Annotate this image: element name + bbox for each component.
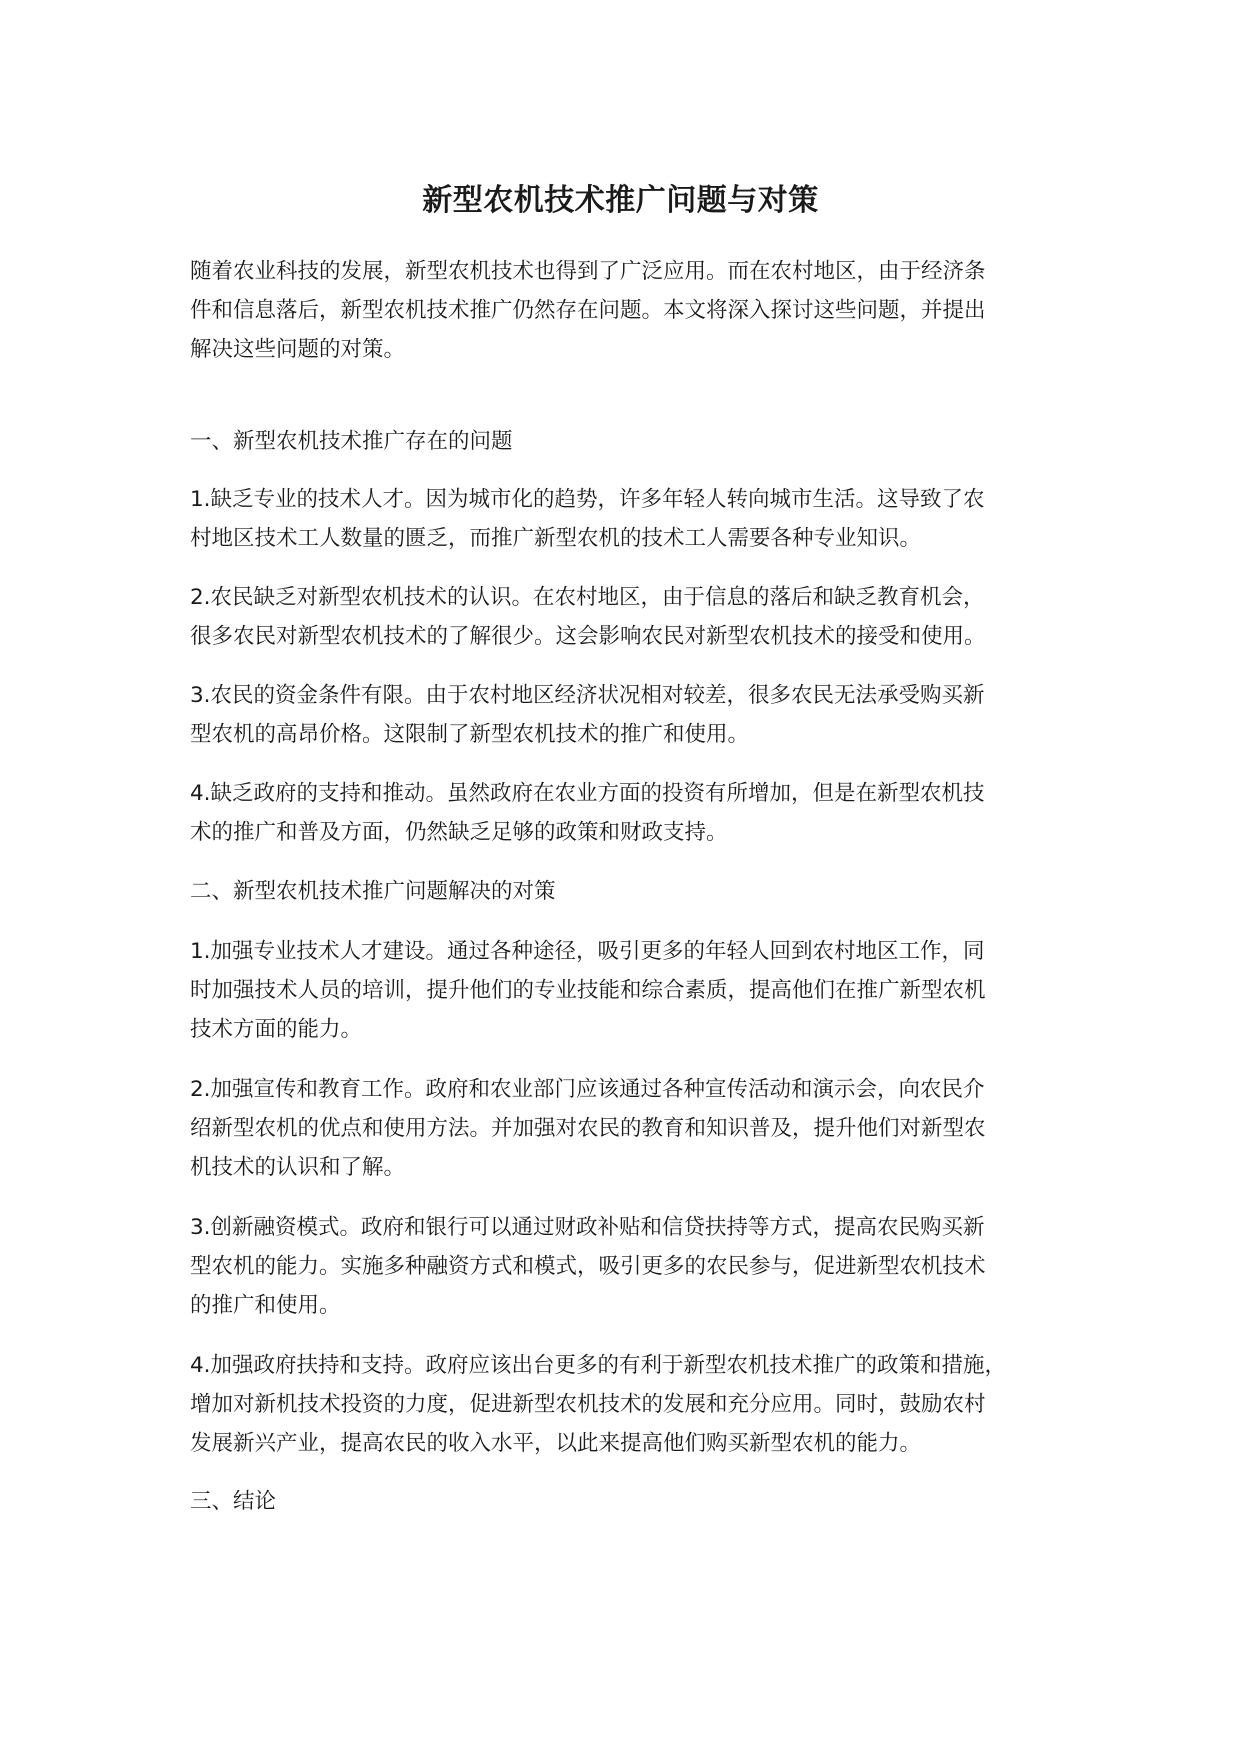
text-line: 型农机的高昂价格。这限制了新型农机技术的推广和使用。 [190,722,750,747]
document-title: 新型农机技术推广问题与对策 [422,183,819,218]
section-heading-solutions [190,872,1070,911]
text-line: 时加强技术人员的培训，提升他们的专业技能和综合素质，提高他们在推广新型农机 [190,978,986,1003]
text-line: 很多农民对新型农机技术的了解很少。这会影响农民对新型农机技术的接受和使用。 [190,624,986,649]
text-line: 的推广和使用。 [190,1293,341,1318]
text-line: 绍新型农机的优点和使用方法。并加强对农民的教育和知识普及，提升他们对新型农 [190,1116,986,1141]
paragraph-solution-1 [190,932,1070,1049]
text-line: 2.加强宣传和教育工作。政府和农业部门应该通过各种宣传活动和演示会，向农民介 [190,1077,985,1102]
text-line: 3.农民的资金条件有限。由于农村地区经济状况相对较差，很多农民无法承受购买新 [190,683,985,708]
paragraph-problem-2 [190,578,1070,656]
text-line: 发展新兴产业，提高农民的收入水平，以此来提高他们购买新型农机的能力。 [190,1431,922,1456]
text-line: 1.缺乏专业的技术人才。因为城市化的趋势，许多年轻人转向城市生活。这导致了农 [190,487,985,512]
paragraph-problem-3 [190,676,1070,754]
text-line: 二、新型农机技术推广问题解决的对策 [190,879,556,904]
text-line: 型农机的能力。实施多种融资方式和模式，吸引更多的农民参与，促进新型农机技术 [190,1254,986,1279]
text-line: 1.加强专业技术人才建设。通过各种途径，吸引更多的年轻人回到农村地区工作，同 [190,939,985,964]
paragraph-solution-4 [190,1346,1070,1463]
paragraph-problem-4 [190,774,1070,852]
paragraph-problem-1 [190,480,1070,558]
paragraph-solution-2 [190,1070,1070,1187]
text-line: 术的推广和普及方面，仍然缺乏足够的政策和财政支持。 [190,820,728,845]
text-line: 一、新型农机技术推广存在的问题 [190,429,513,454]
text-line: 三、结论 [190,1489,277,1514]
text-line: 技术方面的能力。 [190,1017,363,1042]
text-line: 村地区技术工人数量的匮乏，而推广新型农机的技术工人需要各种专业知识。 [190,526,922,551]
text-line: 2.农民缺乏对新型农机技术的认识。在农村地区，由于信息的落后和缺乏教育机会， [190,585,985,610]
section-heading-problems [190,422,1070,461]
text-line: 3.创新融资模式。政府和银行可以通过财政补贴和信贷扶持等方式，提高农民购买新 [190,1215,985,1240]
text-line: 解决这些问题的对策。 [190,337,406,362]
paragraph-solution-3 [190,1208,1070,1325]
text-line: 机技术的认识和了解。 [190,1155,406,1180]
paragraph-intro [190,252,1070,369]
text-line: 件和信息落后，新型农机技术推广仍然存在问题。本文将深入探讨这些问题，并提出 [190,298,986,323]
text-line: 随着农业科技的发展，新型农机技术也得到了广泛应用。而在农村地区，由于经济条 [190,259,986,284]
text-line: 4.缺乏政府的支持和推动。虽然政府在农业方面的投资有所增加，但是在新型农机技 [190,781,985,806]
text-line: 增加对新机技术投资的力度，促进新型农机技术的发展和充分应用。同时，鼓励农村 [190,1392,986,1417]
text-line: 4.加强政府扶持和支持。政府应该出台更多的有利于新型农机技术推广的政策和措施， [190,1353,1007,1378]
section-heading-conclusion [190,1482,1070,1521]
